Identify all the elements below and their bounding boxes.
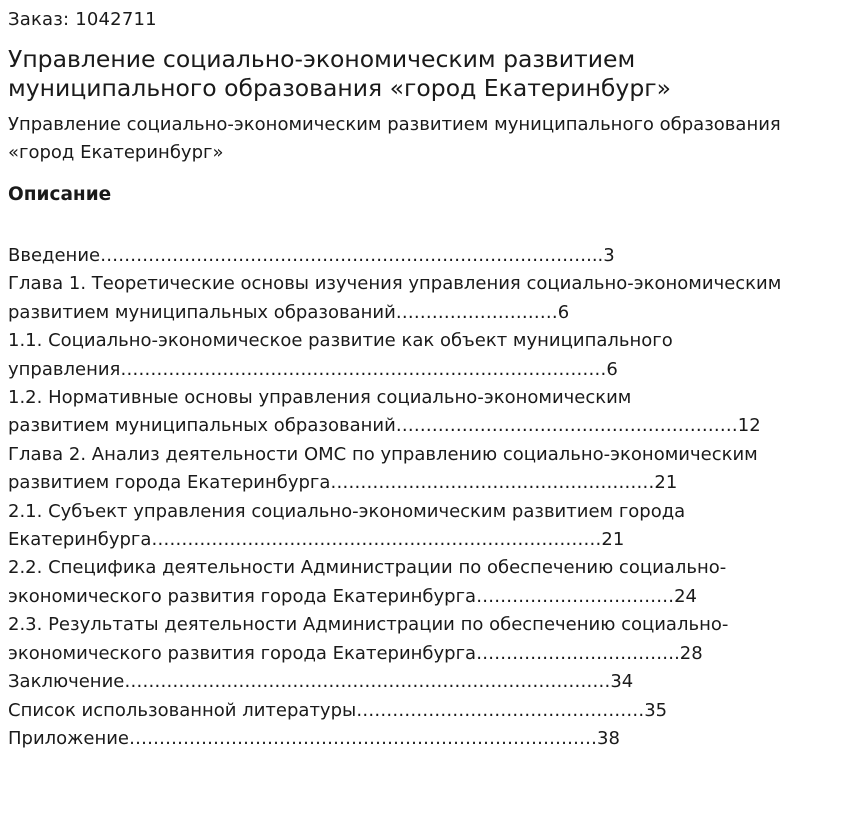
toc-entry-conclusion: Заключение………………………………………………………………………34 [8,671,634,693]
toc-entry-introduction: Введение………………………………………………………………………...3 [8,245,615,266]
toc-entry-section-1-1: 1.1. Социально-экономическое развитие как объект муниципального управления………………………………………………………………………6 [8,330,673,380]
toc-entry-section-2-3: 2.3. Результаты деятельности Администрации по обеспечению социально- экономического развития города Екатеринбурга…………………………….28 [8,614,729,664]
toc-entry-chapter-2: Глава 2. Анализ деятельности ОМС по управлению социально-экономическим развитием города Екатеринбурга………………………………………………21 [8,443,758,494]
toc-entry-section-2-1: 2.1. Субъект управления социально-экономическим развитием города Екатеринбурга…………………………………………………………………21 [8,500,686,551]
table-of-contents [8,242,839,753]
description-heading: Описание [8,184,112,205]
toc-entry-section-2-2: 2.2. Специфика деятельности Администрации по обеспечению социально- экономического развития города Екатеринбурга……………………………24 [8,557,727,607]
order-number: Заказ: 1042711 [8,9,157,30]
page-subtitle: Управление социально-экономическим развитием муниципального образования «город Екатеринбург» [8,114,781,163]
page-title: Управление социально-экономическим развитием муниципального образования «город Екатеринбург» [8,45,671,102]
toc-entry-appendix: Приложение……………………………………………………………………38 [8,727,620,749]
toc-entry-section-1-2: 1.2. Нормативные основы управления социально-экономическим развитием муниципальных образований…………………………………………………12 [8,387,761,437]
toc-entry-chapter-1: Глава 1. Теоретические основы изучения управления социально-экономическим развитием муниципальных образований………………………6 [8,273,782,323]
toc-entry-bibliography: Список использованной литературы…………………………………………35 [8,699,668,721]
